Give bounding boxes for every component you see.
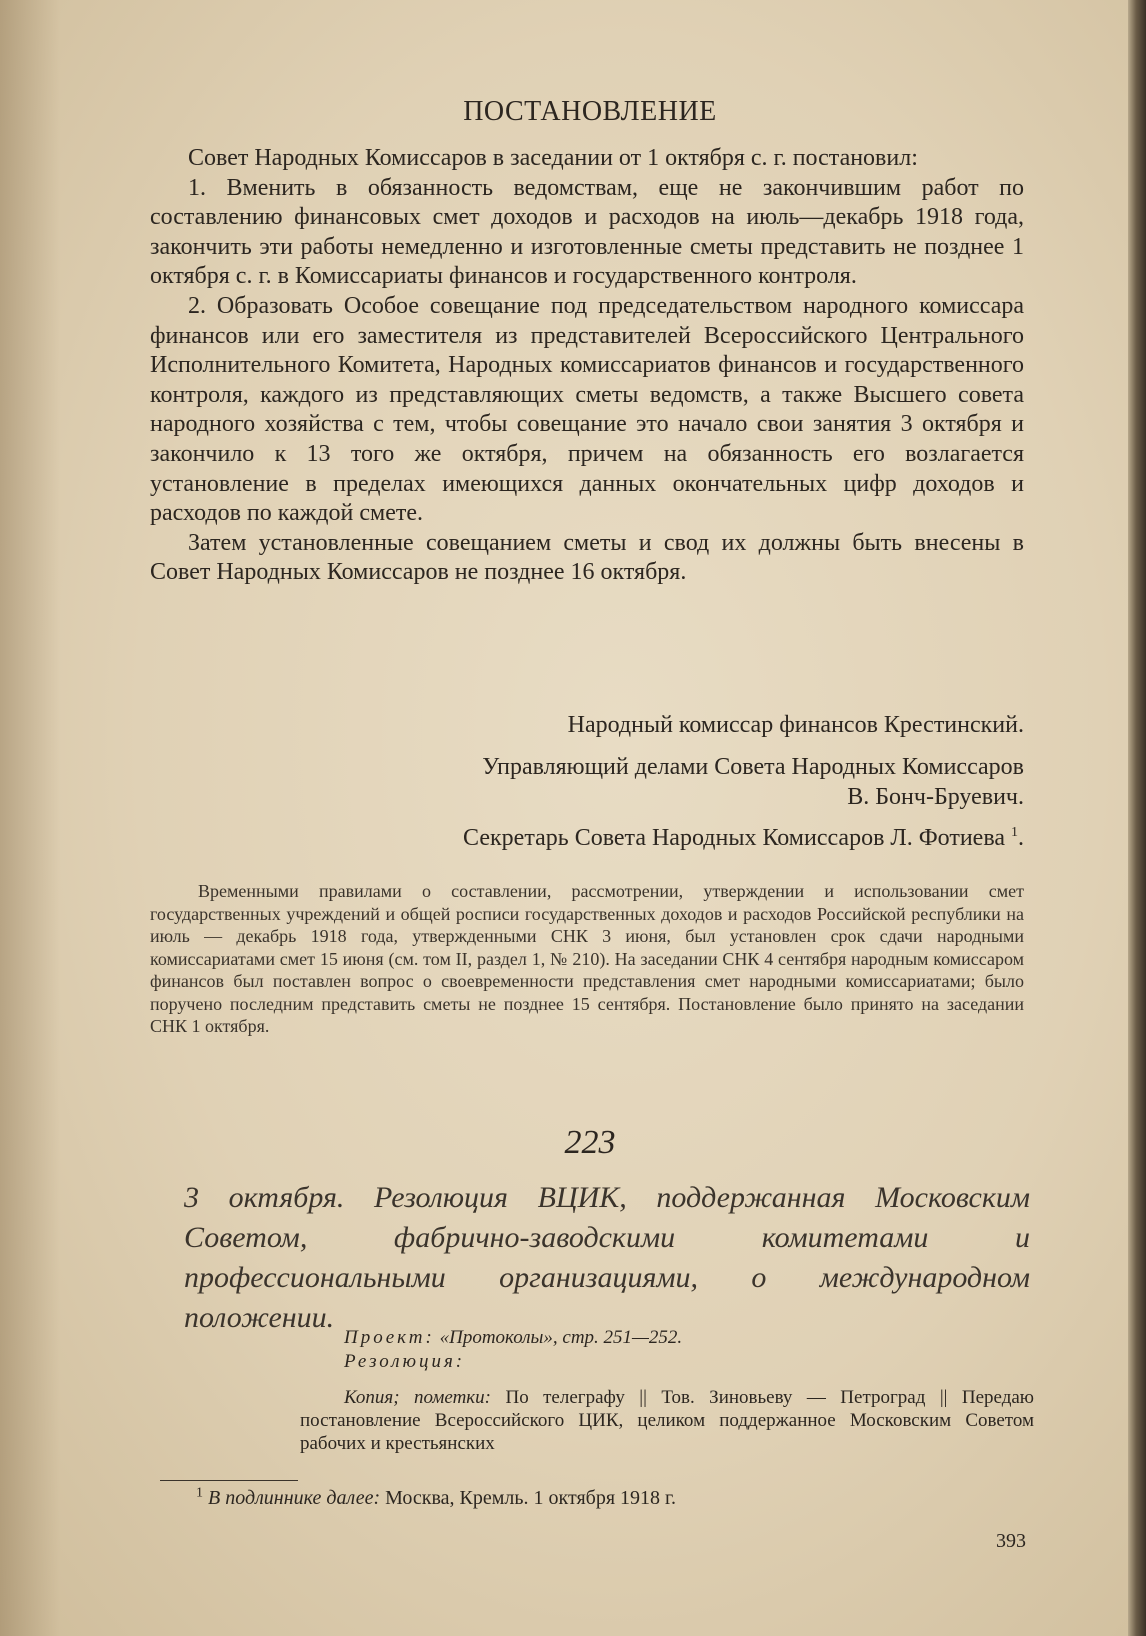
signature-finance: Народный комиссар финансов Крестинский.	[567, 712, 1024, 738]
resolution-line	[344, 1350, 1034, 1373]
footnote	[196, 1486, 676, 1510]
gutter-shadow	[0, 0, 60, 1636]
project-line	[344, 1326, 1034, 1349]
footnote-divider	[160, 1480, 298, 1481]
signature-secretary-text: Секретарь Совета Народных Комиссаров Л. Фотиева	[463, 825, 1005, 851]
copy-label: Копия; пометки:	[344, 1387, 492, 1408]
page-number: 393	[996, 1530, 1026, 1552]
footnote-text: Москва, Кремль. 1 октября 1918 г.	[385, 1487, 676, 1509]
signature-secretary-end: .	[1018, 825, 1024, 851]
document-number: 223	[564, 1124, 616, 1161]
footnote-label: В подлиннике далее:	[208, 1487, 381, 1509]
signature-manager	[482, 752, 1024, 812]
footnote-number: 1	[196, 1485, 203, 1501]
page-edge	[1128, 0, 1146, 1636]
document-heading: ПОСТАНОВЛЕНИЕ	[463, 96, 717, 127]
paragraph-item-1: 1. Вменить в обязанность ведомствам, еще не закончившим работ по составлению финансовых смет доходов и расходов на июль—декабрь 1918 года, закончить эти работы немедленно и изготовленные сметы представить не позднее 1 октября с. г. в Комиссариаты финансов и государственного контроля.	[150, 174, 1024, 290]
signature-manager-name: В. Бонч-Бруевич.	[847, 784, 1024, 810]
paragraph-closing: Затем установленные совещанием сметы и свод их должны быть внесены в Совет Народных Комиссаров не позднее 16 октября.	[150, 529, 1024, 586]
copy-text: По телеграфу || Тов. Зиновьеву — Петроград || Передаю постановление Всероссийского ЦИК, целиком поддержанное Московским Советом рабочих и крестьянских	[300, 1387, 1035, 1454]
signature-secretary	[463, 823, 1024, 853]
footnote-marker: 1	[1011, 825, 1018, 840]
resolution-label: Резолюция:	[344, 1351, 466, 1372]
paragraph-intro: Совет Народных Комиссаров в заседании от 1 октября с. г. постановил:	[188, 145, 918, 171]
editorial-note: Временными правилами о составлении, рассмотрении, утверждении и использовании смет государственных учреждений и общей росписи государственных доходов и расходов Российской республики на июль — декабрь 1918 года, утвержденными СНК 3 июня, был установлен срок сдачи народными комиссариатами смет 15 июня (см. том II, раздел 1, № 210). На заседании СНК 4 сентября народным комиссаром финансов был поставлен вопрос о своевременности представления смет народными комиссариатами; было поручено последним представить сметы не позднее 15 сентября. Постановление было принято на заседании СНК 1 октября.	[150, 881, 1024, 1036]
document-title: 3 октября. Резолюция ВЦИК, поддержанная Московским Советом, фабрично-заводскими комитетами и профессиональными организациями, о международном положении.	[184, 1181, 1030, 1334]
project-label: Проект:	[344, 1327, 435, 1348]
resolution-body	[150, 144, 1024, 588]
project-source: «Протоколы», стр. 251—252.	[439, 1327, 683, 1348]
copy-notes	[300, 1386, 1034, 1455]
paragraph-item-2: 2. Образовать Особое совещание под председательством народного комиссара финансов или его заместителя из представителей Всероссийского Центрального Исполнительного Комитета, Народных комиссариатов финансов и государственного контроля, каждого из представляющих сметы ведомств, а также Высшего совета народного хозяйства с тем, чтобы совещание это начало свои занятия 3 октября и закончило к 13 того же октября, причем на обязанность его возлагается установление в пределах имеющихся данных окончательных цифр доходов и расходов по каждой смете.	[150, 292, 1024, 527]
signature-manager-title: Управляющий делами Совета Народных Комиссаров	[482, 754, 1024, 780]
